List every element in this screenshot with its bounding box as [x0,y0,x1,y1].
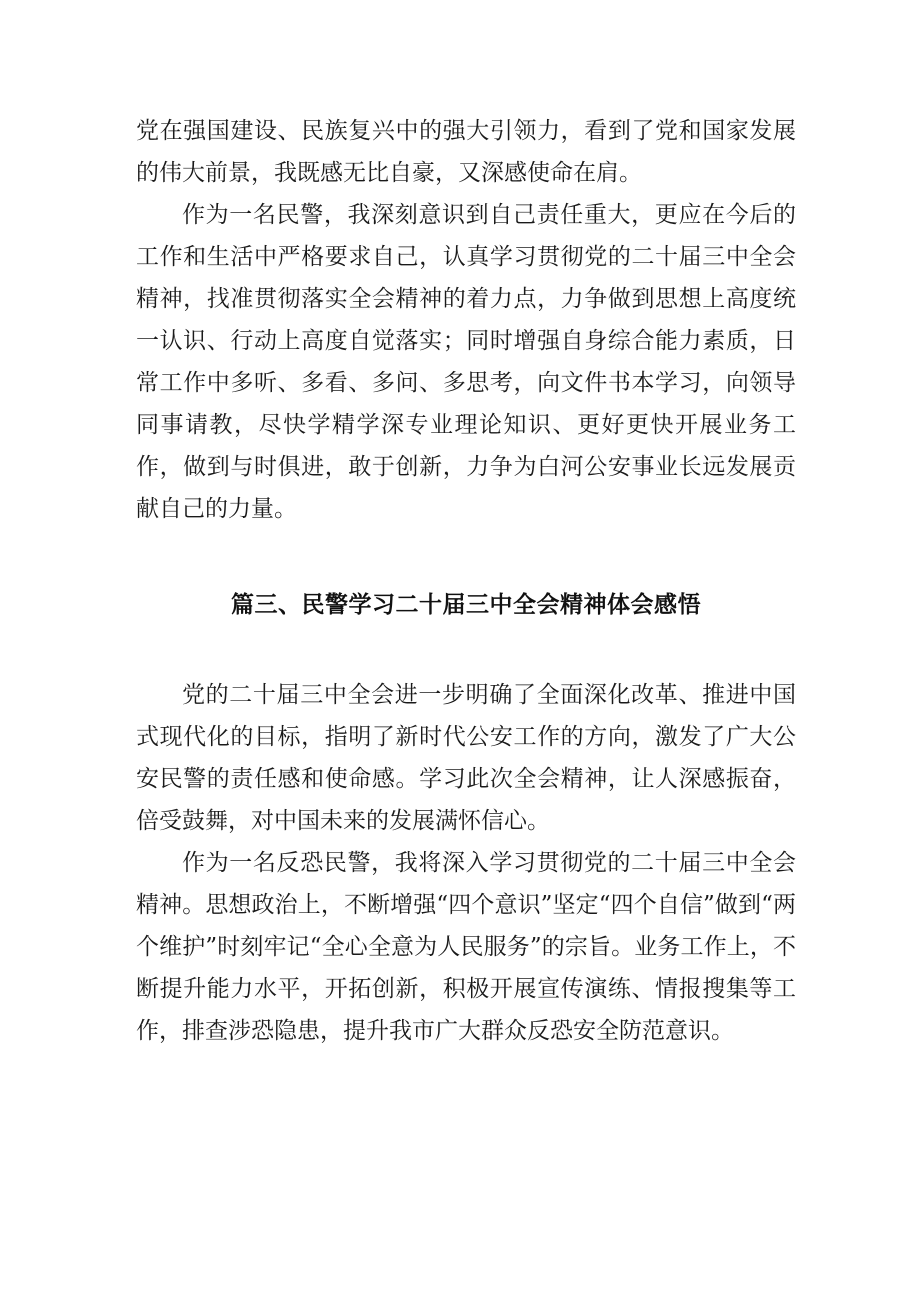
body-paragraph: 作为一名民警，我深刻意识到自己责任重大，更应在今后的工作和生活中严格要求自己，认真学习贯彻党的二十届三中全会精神，找准贯彻落实全会精神的着力点，力争做到思想上高度统一认识、行动上高度自觉落实；同时增强自身综合能力素质，日常工作中多听、多看、多问、多思考，向文件书本学习，向领导同事请教，尽快学精学深专业理论知识、更好更快开展业务工作，做到与时俱进，敢于创新，力争为白河公安事业长远发展贡献自己的力量。 [136,202,796,522]
body-paragraph: 党的二十届三中全会进一步明确了全面深化改革、推进中国式现代化的目标，指明了新时代公安工作的方向，激发了广大公安民警的责任感和使命感。学习此次全会精神，让人深感振奋，倍受鼓舞，对中国未来的发展满怀信心。 [136,682,796,834]
document-body [136,110,796,1052]
body-paragraph: 作为一名反恐民警，我将深入学习贯彻党的二十届三中全会精神。思想政治上，不断增强“四个意识”坚定“四个自信”做到“两个维护”时刻牢记“全心全意为人民服务”的宗旨。业务工作上，不断提升能力水平，开拓创新，积极开展宣传演练、情报搜集等工作，排查涉恐隐患，提升我市广大群众反恐安全防范意识。 [136,850,796,1044]
section-heading: 篇三、民警学习二十届三中全会精神体会感悟 [231,592,701,618]
continued-paragraph: 党在强国建设、民族复兴中的强大引领力，看到了党和国家发展的伟大前景，我既感无比自豪，又深感使命在肩。 [136,118,796,186]
spacer [136,530,796,584]
spacer [136,626,796,674]
